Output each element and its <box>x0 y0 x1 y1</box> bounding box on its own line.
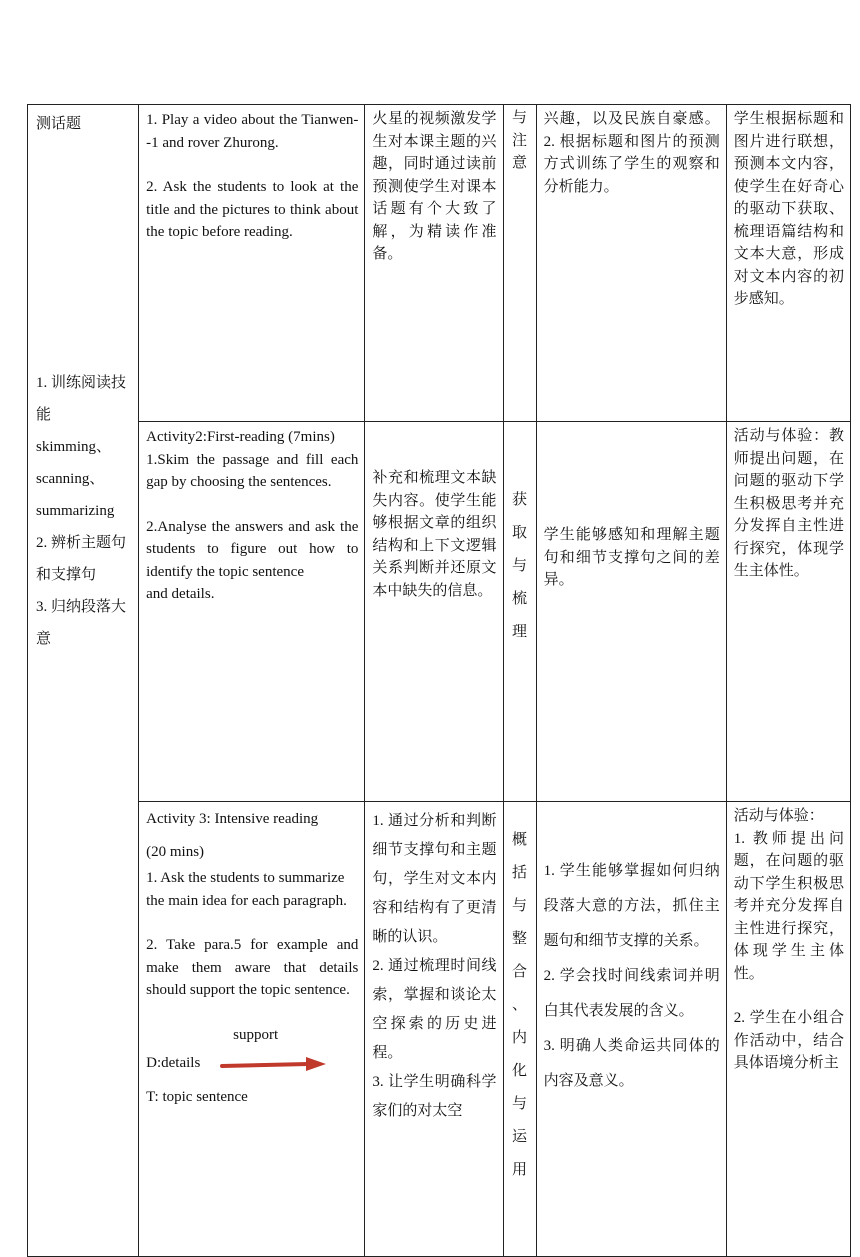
effect-cell <box>536 802 726 1257</box>
table-row <box>28 802 851 1257</box>
activity-cell <box>139 422 365 802</box>
effect-item: 3. 明确人类命运共同体的内容及意义。 <box>543 1038 720 1089</box>
activity-time: (20 mins) <box>146 843 205 860</box>
activity-step: 2.Analyse the answers and ask the students to figure out how to identify the topic sentence <box>146 518 359 580</box>
objective-line: scanning、 <box>36 471 105 487</box>
evaluation-cell <box>726 802 850 1257</box>
intent-text: 补充和梳理文本缺失内容。使学生能够根据文章的组织结构和上下文逻辑关系判断并还原文本中缺失的信息。 <box>372 470 497 599</box>
objective-column <box>28 105 139 1257</box>
intent-item: 2. 通过梳理时间线索，掌握和谈论太空探索的历史进程。 <box>372 958 497 1061</box>
activity-title: Activity2:First-reading (7mins) <box>146 429 335 445</box>
objective-line: 1. 训练阅读技能 <box>36 375 127 423</box>
objective-line: summarizing <box>36 503 115 519</box>
level-char: 概 <box>512 832 528 848</box>
level-cell <box>503 105 536 422</box>
level-char: 、 <box>512 997 528 1013</box>
topic-text: 测话题 <box>36 116 82 132</box>
teaching-objectives <box>36 367 138 655</box>
activity-cell <box>139 105 365 422</box>
lesson-plan-table <box>27 104 851 1257</box>
objective-line: 2. 辨析主题句和支撑句 <box>36 535 127 583</box>
intent-item: 1. 通过分析和判断细节支撑句和主题句，学生对文本内容和结构有了更清晰的认识。 <box>372 813 497 945</box>
evaluation-cell <box>726 422 850 802</box>
intent-item: 3. 让学生明确科学家们的对太空 <box>372 1074 497 1119</box>
level-char: 整 <box>512 931 528 947</box>
intent-cell <box>365 422 503 802</box>
support-label: support <box>233 1026 279 1043</box>
effect-cell <box>536 105 726 422</box>
level-char: 与 <box>512 110 528 126</box>
evaluation-item: 2. 学生在小组合作活动中，结合具体语境分析主 <box>733 1010 844 1071</box>
arrow-icon <box>220 1054 330 1074</box>
level-char: 获 <box>512 492 528 508</box>
activity-step: and details. <box>146 586 215 602</box>
level-char: 合 <box>512 964 528 980</box>
activity-step: 1.Skim the passage and fill each gap by choosing the sentences. <box>146 451 359 490</box>
objective-line: 3. 归纳段落大意 <box>36 599 127 647</box>
topic-sentence-label: T: topic sentence <box>146 1088 248 1105</box>
level-char: 取 <box>512 525 528 541</box>
intent-cell <box>365 105 503 422</box>
level-char: 与 <box>512 558 528 574</box>
activity-step: 2. Ask the students to look at the title and the pictures to think about the topic before reading. <box>146 179 359 240</box>
level-char: 与 <box>512 1096 528 1112</box>
table-row <box>28 105 851 422</box>
level-char: 梳 <box>512 591 528 607</box>
activity-step: 1. Play a video about the Tianwen--1 and rover Zhurong. <box>146 112 359 151</box>
effect-cell <box>536 422 726 802</box>
evaluation-item: 1. 教师提出问题，在问题的驱动下学生积极思考并充分发挥自主性进行探究，体现学生主体性。 <box>733 830 844 982</box>
evaluation-text: 活动与体验：教师提出问题，在问题的驱动下学生积极思考并充分发挥自主性进行探究，体现学生主体性。 <box>733 428 844 579</box>
activity-step: 1. Ask the students to summarize the main idea for each paragraph. <box>146 870 347 909</box>
level-char: 理 <box>512 624 528 640</box>
objective-line: skimming、 <box>36 439 112 455</box>
level-char: 意 <box>512 155 528 171</box>
activity-step: 2. Take para.5 for example and make them aware that details should support the topic sentence. <box>146 937 359 998</box>
effect-item: 1. 学生能够掌握如何归纳段落大意的方法，抓住主题句和细节支撑的关系。 <box>543 863 720 949</box>
evaluation-item: 活动与体验： <box>733 808 824 824</box>
effect-text: 学生能够感知和理解主题句和细节支撑句之间的差异。 <box>543 527 720 588</box>
level-char: 内 <box>512 1030 528 1046</box>
level-char: 与 <box>512 898 528 914</box>
level-char: 括 <box>512 865 528 881</box>
intent-cell <box>365 802 503 1257</box>
evaluation-cell <box>726 105 850 422</box>
level-char: 运 <box>512 1129 528 1145</box>
level-char: 用 <box>512 1162 528 1178</box>
support-diagram <box>146 1024 358 1104</box>
level-cell <box>503 802 536 1257</box>
effect-item: 2. 学会找时间线索词并明白其代表发展的含义。 <box>543 968 720 1019</box>
effect-text: 兴趣，以及民族自豪感。2. 根据标题和图片的预测方式训练了学生的观察和分析能力。 <box>543 111 720 195</box>
table-row <box>28 422 851 802</box>
evaluation-text: 学生根据标题和图片进行联想，预测本文内容，使学生在好奇心的驱动下获取、梳理语篇结构和文本大意，形成对文本内容的初步感知。 <box>733 111 844 307</box>
activity-cell <box>139 802 365 1257</box>
level-char: 化 <box>512 1063 528 1079</box>
intent-text: 火星的视频激发学生对本课主题的兴趣，同时通过读前预测使学生对课本话题有个大致了解，为精读作准备。 <box>372 111 497 262</box>
level-char: 注 <box>512 132 528 149</box>
activity-title: Activity 3: Intensive reading <box>146 811 319 827</box>
level-cell <box>503 422 536 802</box>
details-label: D:details <box>146 1054 201 1071</box>
